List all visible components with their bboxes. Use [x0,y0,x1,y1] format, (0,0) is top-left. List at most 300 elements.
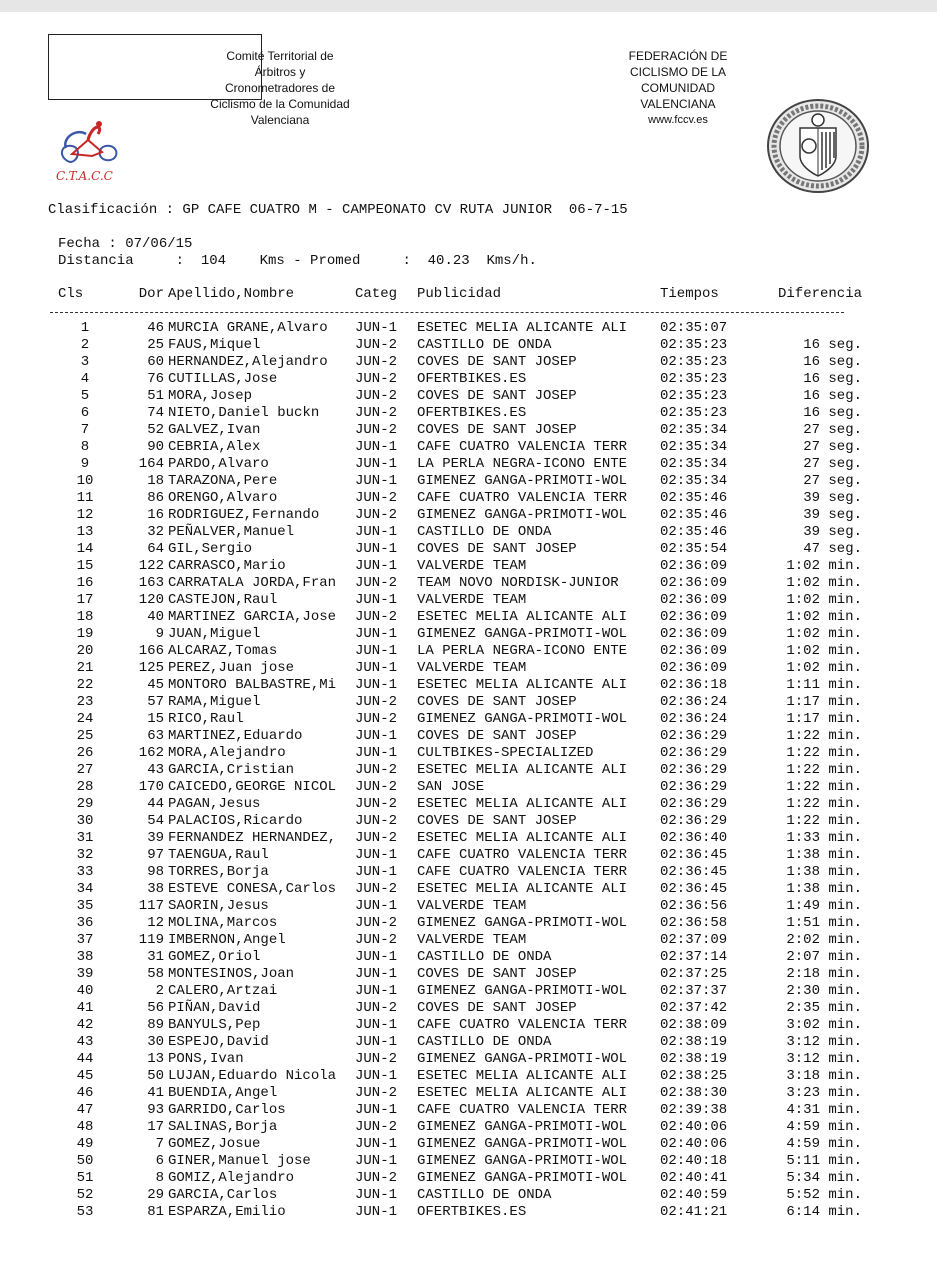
team-cell: COVES DE SANT JOSEP [417,694,577,710]
category-cell: JUN-2 [355,490,398,506]
gap-cell: 1:22 min. [786,779,862,795]
gap-cell: 4:31 min. [786,1102,862,1118]
category-cell: JUN-2 [355,932,398,948]
time-cell: 02:36:18 [660,677,728,693]
table-row [50,541,862,558]
rider-name-cell: GARCIA,Carlos [168,1187,278,1203]
table-row [50,728,862,745]
rider-name-cell: CEBRIA,Alex [168,439,261,455]
rank-cell: 42 [76,1017,94,1033]
rank-cell: 13 [76,524,94,540]
gap-cell: 1:17 min. [786,711,862,727]
time-cell: 02:35:54 [660,541,728,557]
bib-cell: 25 [147,337,164,353]
time-cell: 02:35:23 [660,405,728,421]
gap-cell: 1:49 min. [786,898,862,914]
team-cell: CAFE CUATRO VALENCIA TERR [417,864,628,880]
gap-cell: 1:02 min. [786,626,862,642]
rank-cell: 21 [76,660,94,676]
bib-cell: 120 [138,592,164,608]
bib-cell: 13 [147,1051,164,1067]
time-cell: 02:37:37 [660,983,728,999]
category-cell: JUN-1 [355,983,398,999]
team-cell: GIMENEZ GANGA-PRIMOTI-WOL [417,507,628,523]
category-cell: JUN-1 [355,949,398,965]
rank-cell: 7 [80,422,90,438]
table-row [50,745,862,762]
time-cell: 02:40:18 [660,1153,728,1169]
bib-cell: 31 [147,949,164,965]
rank-cell: 10 [76,473,94,489]
category-cell: JUN-1 [355,473,398,489]
time-cell: 02:38:30 [660,1085,728,1101]
category-cell: JUN-1 [355,677,398,693]
team-cell: CAFE CUATRO VALENCIA TERR [417,1102,628,1118]
bib-cell: 39 [147,830,164,846]
col-publicidad: Publicidad [417,286,502,302]
bib-cell: 58 [147,966,164,982]
rider-name-cell: ESPARZA,Emilio [168,1204,286,1220]
table-row [50,1000,862,1017]
time-cell: 02:41:21 [660,1204,728,1220]
gap-cell: 6:14 min. [786,1204,862,1220]
rank-cell: 53 [76,1204,94,1220]
bib-cell: 2 [155,983,164,999]
team-cell: ESETEC MELIA ALICANTE ALI [417,830,628,846]
rank-cell: 12 [76,507,94,523]
rank-cell: 46 [76,1085,94,1101]
category-cell: JUN-1 [355,1204,398,1220]
bib-cell: 43 [147,762,164,778]
team-cell: ESETEC MELIA ALICANTE ALI [417,677,628,693]
team-cell: CASTILLO DE ONDA [417,1187,552,1203]
gap-cell: 2:18 min. [786,966,862,982]
rider-name-cell: TARAZONA,Pere [168,473,278,489]
table-row [50,1170,862,1187]
gap-cell: 1:02 min. [786,575,862,591]
time-cell: 02:36:29 [660,813,728,829]
category-cell: JUN-2 [355,915,398,931]
gap-cell: 2:30 min. [786,983,862,999]
table-row [50,830,862,847]
team-cell: GIMENEZ GANGA-PRIMOTI-WOL [417,626,628,642]
gap-cell: 2:35 min. [786,1000,862,1016]
rider-name-cell: GARRIDO,Carlos [168,1102,286,1118]
bib-cell: 6 [155,1153,164,1169]
bib-cell: 57 [147,694,164,710]
team-cell: GIMENEZ GANGA-PRIMOTI-WOL [417,473,628,489]
time-cell: 02:36:45 [660,847,728,863]
rider-name-cell: PALACIOS,Ricardo [168,813,303,829]
time-cell: 02:40:06 [660,1136,728,1152]
rider-name-cell: FAUS,Miquel [168,337,261,353]
team-cell: ESETEC MELIA ALICANTE ALI [417,881,628,897]
top-bar [0,0,937,12]
rider-name-cell: PEREZ,Juan jose [168,660,295,676]
table-row [50,490,862,507]
team-cell: ESETEC MELIA ALICANTE ALI [417,320,628,336]
rank-cell: 16 [76,575,94,591]
left-org-line: Comité Territorial de [226,49,334,63]
time-cell: 02:36:45 [660,881,728,897]
bib-cell: 163 [138,575,164,591]
category-cell: JUN-1 [355,320,398,336]
bib-cell: 15 [147,711,164,727]
time-cell: 02:36:45 [660,864,728,880]
table-row [50,898,862,915]
date-line: Fecha : 07/06/15 [58,236,193,252]
rider-name-cell: GINER,Manuel jose [168,1153,311,1169]
category-cell: JUN-2 [355,354,398,370]
rider-name-cell: GARCIA,Cristian [168,762,295,778]
bib-cell: 50 [147,1068,164,1084]
table-row [50,1034,862,1051]
gap-cell: 47 seg. [803,541,862,557]
bib-cell: 86 [147,490,164,506]
category-cell: JUN-2 [355,1051,398,1067]
gap-cell [760,320,862,337]
category-cell: JUN-2 [355,405,398,421]
category-cell: JUN-2 [355,881,398,897]
team-cell: CAFE CUATRO VALENCIA TERR [417,490,628,506]
table-row [50,932,862,949]
table-row [50,1119,862,1136]
time-cell: 02:40:41 [660,1170,728,1186]
time-cell: 02:38:19 [660,1051,728,1067]
bib-cell: 32 [147,524,164,540]
bib-cell: 54 [147,813,164,829]
bib-cell: 29 [147,1187,164,1203]
rider-name-cell: CALERO,Artzai [168,983,278,999]
rank-cell: 4 [80,371,90,387]
bib-cell: 81 [147,1204,164,1220]
team-cell: VALVERDE TEAM [417,660,527,676]
time-cell: 02:36:09 [660,626,728,642]
rank-cell: 5 [80,388,90,404]
table-row [50,524,862,541]
left-org-line: Valenciana [250,113,310,127]
rank-cell: 1 [80,320,90,336]
time-cell: 02:36:09 [660,660,728,676]
gap-cell: 1:38 min. [786,881,862,897]
gap-cell: 3:02 min. [786,1017,862,1033]
rank-cell: 29 [76,796,94,812]
gap-cell: 1:33 min. [786,830,862,846]
category-cell: JUN-1 [355,745,398,761]
rank-cell: 3 [80,354,90,370]
table-row [50,371,862,388]
time-cell: 02:37:42 [660,1000,728,1016]
rank-cell: 36 [76,915,94,931]
team-cell: VALVERDE TEAM [417,558,527,574]
team-cell: CASTILLO DE ONDA [417,524,552,540]
category-cell: JUN-2 [355,813,398,829]
bib-cell: 44 [147,796,164,812]
bib-cell: 12 [147,915,164,931]
team-cell: COVES DE SANT JOSEP [417,354,577,370]
gap-cell: 3:12 min. [786,1034,862,1050]
rider-name-cell: GOMEZ,Oriol [168,949,261,965]
gap-cell: 3:18 min. [786,1068,862,1084]
gap-cell: 1:22 min. [786,745,862,761]
time-cell: 02:36:40 [660,830,728,846]
team-cell: OFERTBIKES.ES [417,371,527,387]
gap-cell: 16 seg. [803,337,862,353]
bib-cell: 170 [138,779,164,795]
table-row [50,626,862,643]
bib-cell: 89 [147,1017,164,1033]
time-cell: 02:36:29 [660,728,728,744]
rank-cell: 37 [76,932,94,948]
col-diferencia: Diferencia [777,286,862,302]
rank-cell: 22 [76,677,94,693]
right-org-line: COMUNIDAD [641,81,715,95]
table-row [50,1204,862,1221]
bib-cell: 40 [147,609,164,625]
col-name: Apellido,Nombre [168,286,295,302]
bib-cell: 8 [155,1170,164,1186]
rank-cell: 2 [80,337,90,353]
bib-cell: 164 [138,456,164,472]
team-cell: CASTILLO DE ONDA [417,1034,552,1050]
bib-cell: 93 [147,1102,164,1118]
gap-cell: 1:02 min. [786,643,862,659]
time-cell: 02:36:09 [660,575,728,591]
table-row [50,847,862,864]
table-row [50,864,862,881]
team-cell: VALVERDE TEAM [417,932,527,948]
team-cell: CASTILLO DE ONDA [417,949,552,965]
rank-cell: 8 [80,439,90,455]
bib-cell: 162 [138,745,164,761]
bib-cell: 38 [147,881,164,897]
rank-cell: 34 [76,881,94,897]
team-cell: ESETEC MELIA ALICANTE ALI [417,1068,628,1084]
rider-name-cell: IMBERNON,Angel [168,932,286,948]
time-cell: 02:36:29 [660,745,728,761]
rank-cell: 35 [76,898,94,914]
rider-name-cell: ORENGO,Alvaro [168,490,278,506]
rank-cell: 28 [76,779,94,795]
bib-cell: 9 [155,626,164,642]
gap-cell: 1:22 min. [786,728,862,744]
rider-name-cell: GALVEZ,Ivan [168,422,261,438]
rank-cell: 23 [76,694,94,710]
rider-name-cell: NIETO,Daniel buckn [168,405,320,421]
rider-name-cell: PAGAN,Jesus [168,796,261,812]
rank-cell: 45 [76,1068,94,1084]
rider-name-cell: MORA,Josep [168,388,253,404]
time-cell: 02:38:09 [660,1017,728,1033]
bib-cell: 97 [147,847,164,863]
results-table [50,286,862,1221]
category-cell: JUN-1 [355,643,398,659]
bib-cell: 90 [147,439,164,455]
rank-cell: 6 [80,405,90,421]
category-cell: JUN-1 [355,898,398,914]
rank-cell: 31 [76,830,94,846]
bib-cell: 60 [147,354,164,370]
time-cell: 02:38:25 [660,1068,728,1084]
table-row [50,609,862,626]
rider-name-cell: SALINAS,Borja [168,1119,278,1135]
category-cell: JUN-2 [355,711,398,727]
distance-line: Distancia : 104 Kms - Promed : 40.23 Kms/h. [58,253,537,269]
category-cell: JUN-2 [355,694,398,710]
time-cell: 02:40:59 [660,1187,728,1203]
gap-cell: 1:22 min. [786,813,862,829]
team-cell: TEAM NOVO NORDISK-JUNIOR [417,575,619,591]
table-row [50,813,862,830]
time-cell: 02:35:34 [660,473,728,489]
time-cell: 02:37:14 [660,949,728,965]
category-cell: JUN-1 [355,439,398,455]
rank-cell: 49 [76,1136,94,1152]
table-row [50,1187,862,1204]
table-row [50,762,862,779]
rank-cell: 44 [76,1051,94,1067]
gap-cell: 1:02 min. [786,609,862,625]
team-cell: OFERTBIKES.ES [417,1204,527,1220]
federation-seal-icon [766,98,870,194]
category-cell: JUN-2 [355,762,398,778]
gap-cell: 1:22 min. [786,762,862,778]
table-header [50,286,862,303]
rider-name-cell: PONS,Ivan [168,1051,244,1067]
table-row [50,456,862,473]
gap-cell: 27 seg. [803,439,862,455]
table-row [50,1051,862,1068]
right-org-line: CICLISMO DE LA [629,65,727,79]
time-cell: 02:37:09 [660,932,728,948]
rank-cell: 43 [76,1034,94,1050]
bib-cell: 18 [147,473,164,489]
gap-cell: 1:11 min. [786,677,862,693]
gap-cell: 3:12 min. [786,1051,862,1067]
bib-cell: 51 [147,388,164,404]
rider-name-cell: MONTESINOS,Joan [168,966,295,982]
category-cell: JUN-1 [355,660,398,676]
bib-cell: 45 [147,677,164,693]
team-cell: GIMENEZ GANGA-PRIMOTI-WOL [417,915,628,931]
category-cell: JUN-2 [355,796,398,812]
bib-cell: 74 [147,405,164,421]
table-row [50,983,862,1000]
rank-cell: 39 [76,966,94,982]
team-cell: GIMENEZ GANGA-PRIMOTI-WOL [417,1153,628,1169]
gap-cell: 16 seg. [803,354,862,370]
left-org-line: Ciclismo de la Comunidad [210,97,350,111]
table-row [50,1153,862,1170]
time-cell: 02:36:09 [660,592,728,608]
rider-name-cell: PARDO,Alvaro [168,456,269,472]
team-cell: COVES DE SANT JOSEP [417,422,577,438]
team-cell: GIMENEZ GANGA-PRIMOTI-WOL [417,1119,628,1135]
team-cell: COVES DE SANT JOSEP [417,1000,577,1016]
bib-cell: 76 [147,371,164,387]
rider-name-cell: GOMIZ,Alejandro [168,1170,295,1186]
rider-name-cell: CAICEDO,GEORGE NICOL [168,779,337,795]
classification-title: Clasificación : GP CAFE CUATRO M - CAMPEONATO CV RUTA JUNIOR 06-7-15 [48,202,628,218]
table-row [50,507,862,524]
category-cell: JUN-1 [355,847,398,863]
table-row [50,388,862,405]
gap-cell: 1:02 min. [786,592,862,608]
table-row [50,677,862,694]
category-cell: JUN-1 [355,558,398,574]
bib-cell: 7 [155,1136,164,1152]
gap-cell: 16 seg. [803,405,862,421]
team-cell: GIMENEZ GANGA-PRIMOTI-WOL [417,1051,628,1067]
left-org-line: Cronometradores de [224,81,336,95]
time-cell: 02:35:23 [660,388,728,404]
category-cell: JUN-1 [355,1068,398,1084]
category-cell: JUN-1 [355,456,398,472]
time-cell: 02:35:23 [660,354,728,370]
bib-cell: 117 [138,898,164,914]
right-org-line: VALENCIANA [640,97,716,111]
bib-cell: 30 [147,1034,164,1050]
team-cell: COVES DE SANT JOSEP [417,541,577,557]
time-cell: 02:36:29 [660,796,728,812]
team-cell: ESETEC MELIA ALICANTE ALI [417,796,628,812]
table-row [50,881,862,898]
rider-name-cell: LUJAN,Eduardo Nicola [168,1068,337,1084]
table-row [50,779,862,796]
ctacc-logo-icon [52,118,134,186]
gap-cell: 2:07 min. [786,949,862,965]
rider-name-cell: BUENDIA,Angel [168,1085,278,1101]
category-cell: JUN-1 [355,1153,398,1169]
gap-cell: 1:38 min. [786,864,862,880]
time-cell: 02:36:58 [660,915,728,931]
gap-cell: 1:38 min. [786,847,862,863]
team-cell: VALVERDE TEAM [417,898,527,914]
table-row [50,337,862,354]
category-cell: JUN-2 [355,1085,398,1101]
rider-name-cell: GOMEZ,Josue [168,1136,261,1152]
category-cell: JUN-2 [355,337,398,353]
table-row [50,575,862,592]
rider-name-cell: PIÑAN,David [168,1000,261,1016]
team-cell: ESETEC MELIA ALICANTE ALI [417,609,628,625]
rank-cell: 24 [76,711,94,727]
rider-name-cell: CUTILLAS,Jose [168,371,278,387]
rank-cell: 32 [76,847,94,863]
rank-cell: 51 [76,1170,94,1186]
rider-name-cell: ESTEVE CONESA,Carlos [168,881,337,897]
table-row [50,592,862,609]
logo-text: C.T.A.C.C [56,169,113,183]
bib-cell: 16 [147,507,164,523]
bib-cell: 46 [147,320,164,336]
bib-cell: 98 [147,864,164,880]
right-organization [588,48,768,128]
rider-name-cell: TAENGUA,Raul [168,847,269,863]
team-cell: CAFE CUATRO VALENCIA TERR [417,1017,628,1033]
table-row [50,473,862,490]
time-cell: 02:36:29 [660,779,728,795]
rank-cell: 20 [76,643,94,659]
category-cell: JUN-1 [355,1136,398,1152]
gap-cell: 27 seg. [803,473,862,489]
team-cell: ESETEC MELIA ALICANTE ALI [417,1085,628,1101]
table-row [50,1017,862,1034]
gap-cell: 39 seg. [803,507,862,523]
rank-cell: 18 [76,609,94,625]
time-cell: 02:35:34 [660,422,728,438]
time-cell: 02:36:24 [660,694,728,710]
